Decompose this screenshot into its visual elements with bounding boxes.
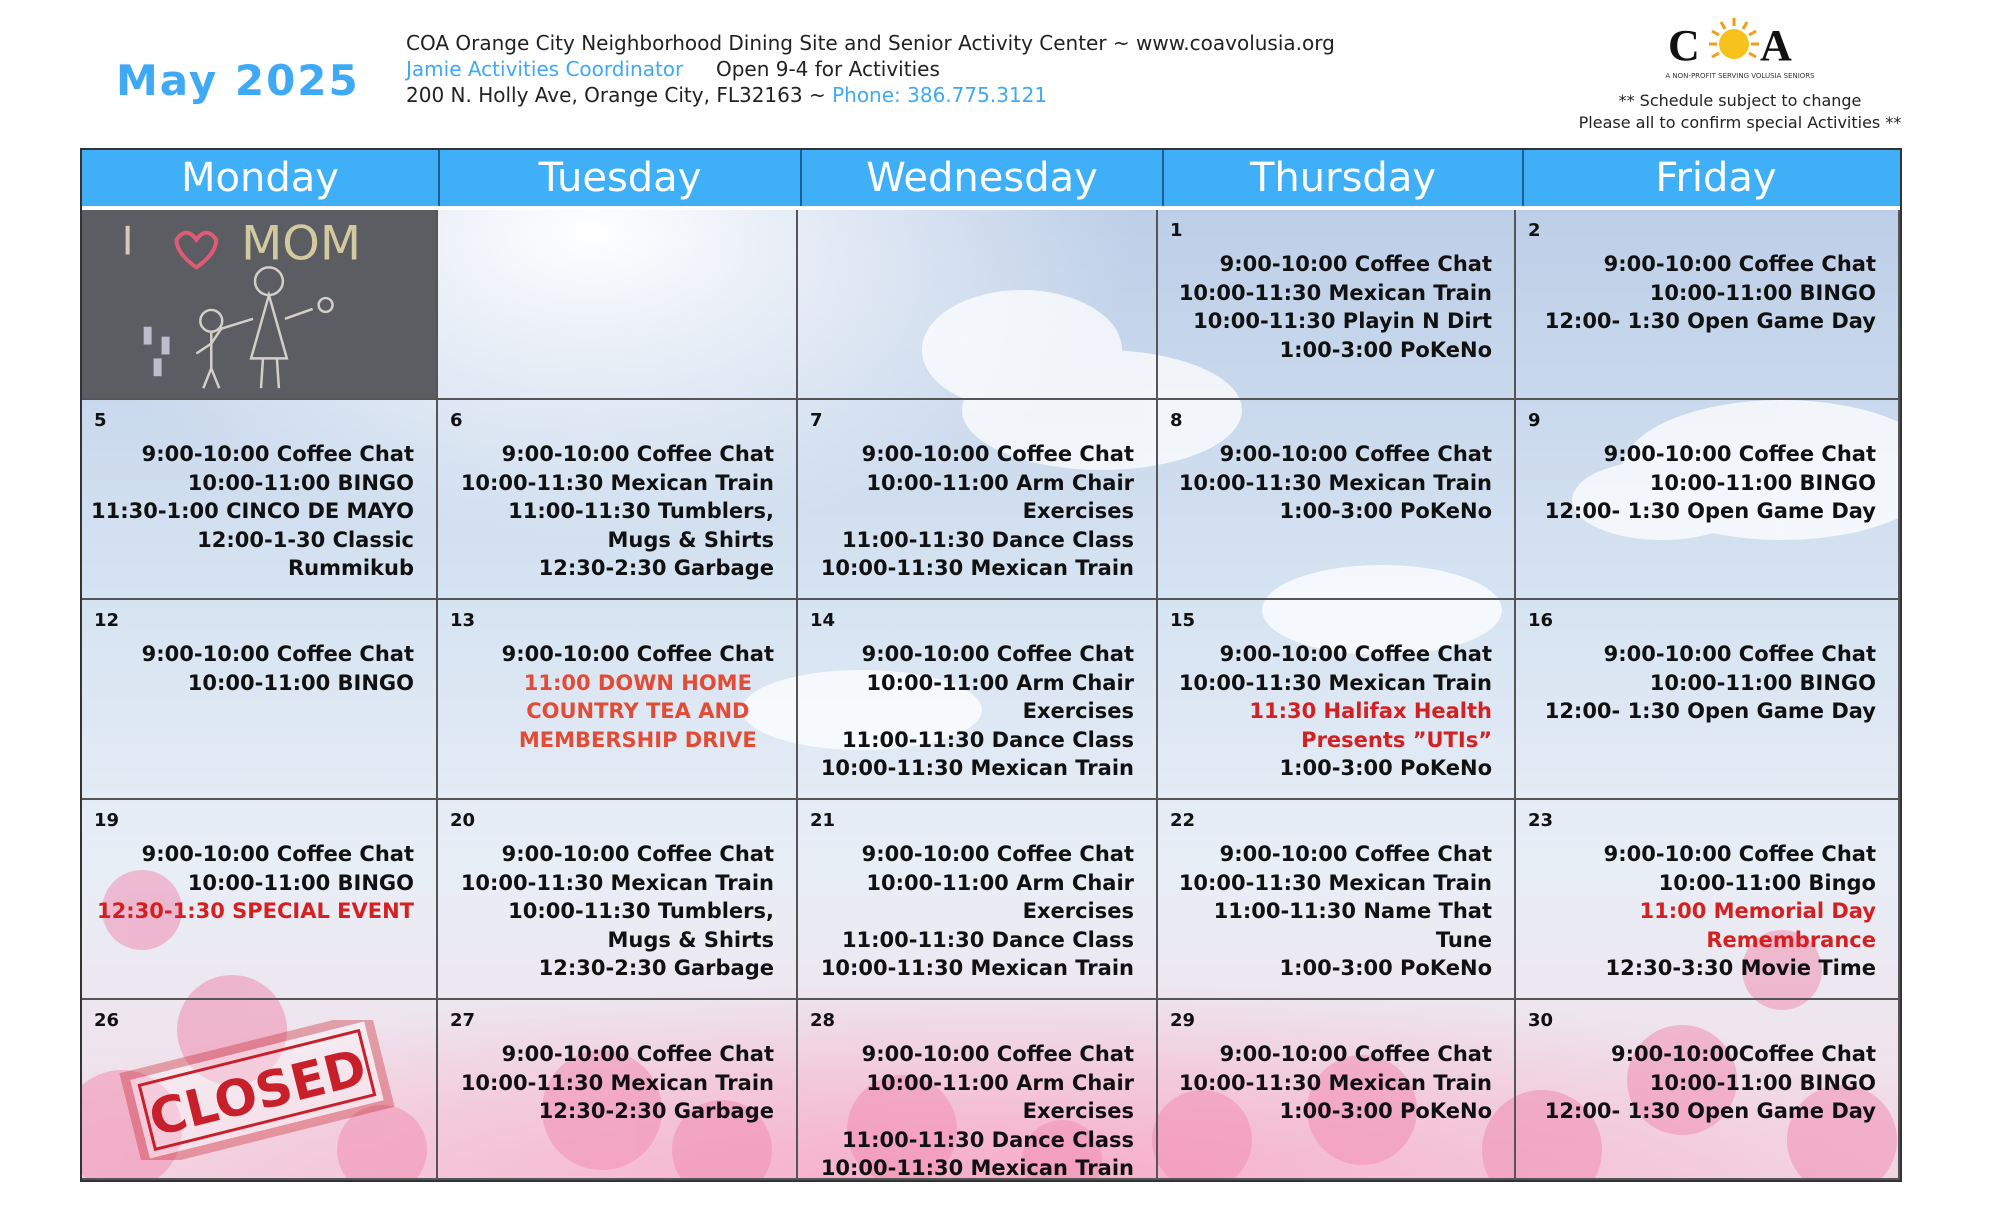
event-item: 9:00-10:00 Coffee Chat [861, 842, 1134, 866]
day-cell [438, 1000, 798, 1180]
day-cell [1158, 400, 1516, 600]
event-item: 11:00-11:30 Tumblers, [508, 499, 774, 523]
month-title: May 2025 [116, 56, 360, 105]
closed-stamp [112, 1020, 402, 1160]
event-list [798, 440, 1134, 583]
header-tuesday: Tuesday [440, 150, 802, 206]
event-item: 10:00-11:00 Arm Chair Exercises [866, 470, 1134, 523]
event-list [461, 440, 774, 583]
day-cell [82, 1000, 438, 1180]
event-item: 9:00-10:00 Coffee Chat [861, 642, 1134, 666]
event-list [142, 640, 414, 697]
event-item: 12:00- 1:30 Open Game Day [1544, 499, 1876, 523]
day-cell [1158, 210, 1516, 400]
event-list [1604, 840, 1876, 983]
event-item: 10:00-11:00 BINGO [1649, 280, 1876, 305]
coordinator: Jamie Activities Coordinator [406, 57, 684, 81]
event-item: Mugs & Shirts [607, 927, 774, 952]
day-cell [798, 400, 1158, 600]
event-item: 11:30 Halifax Health [1249, 699, 1492, 723]
event-item: 1:00-3:00 PoKeNo [1279, 337, 1492, 362]
day-number: 8 [1170, 410, 1183, 431]
event-item: 12:00- 1:30 Open Game Day [1544, 1099, 1876, 1123]
day-cell [798, 210, 1158, 400]
hours: Open 9-4 for Activities [715, 57, 940, 81]
header-thursday: Thursday [1164, 150, 1524, 206]
event-list [461, 840, 774, 983]
event-item: 10:00-11:00 BINGO [187, 870, 414, 895]
event-item: 9:00-10:00 Coffee Chat [501, 1042, 774, 1066]
event-item: 1:00-3:00 PoKeNo [1279, 956, 1492, 980]
day-number: 6 [450, 410, 463, 431]
day-number: 7 [810, 410, 823, 431]
day-number: 22 [1170, 810, 1196, 831]
day-cell [798, 600, 1158, 800]
event-item: 10:00-11:30 Mexican Train [1178, 870, 1492, 895]
day-number: 20 [450, 810, 476, 831]
day-cell [1516, 1000, 1900, 1180]
event-item: 11:00-11:30 Dance Class [841, 1127, 1134, 1152]
event-item: Presents ”UTIs” [1301, 727, 1492, 752]
event-item: 12:00- 1:30 Open Game Day [1544, 699, 1876, 723]
event-item: 9:00-10:00 Coffee Chat [861, 442, 1134, 466]
event-item: 10:00-11:00 Arm Chair Exercises [866, 1070, 1134, 1123]
day-cell [1516, 400, 1900, 600]
event-item: 12:30-1:30 SPECIAL EVENT [97, 899, 414, 923]
event-item: MEMBERSHIP DRIVE [518, 727, 757, 752]
event-item: 10:00-11:30 Mexican Train [1178, 1070, 1492, 1095]
event-item: 11:00-11:30 Name That Tune [1213, 899, 1492, 952]
event-item: 10:00-11:00 BINGO [1649, 1070, 1876, 1095]
day-cell [1516, 210, 1900, 400]
day-number: 2 [1528, 220, 1541, 241]
weekday-header [82, 150, 1900, 210]
day-cell [438, 600, 798, 800]
event-item: 9:00-10:00 Coffee Chat [1219, 442, 1492, 466]
event-item: 9:00-10:00 Coffee Chat [861, 1042, 1134, 1066]
logo-tagline: A NON-PROFIT SERVING VOLUSIA SENIORS [1665, 72, 1815, 80]
event-list [1179, 1040, 1492, 1126]
event-item: 10:00-11:00 BINGO [187, 670, 414, 695]
day-cell [438, 800, 798, 1000]
event-item: 11:00 Memorial Day [1639, 899, 1876, 923]
event-item: 12:30-3:30 Movie Time [1605, 956, 1876, 980]
header-monday: Monday [82, 150, 440, 206]
event-list [82, 440, 414, 583]
event-item: 10:00-11:00 Arm Chair Exercises [866, 670, 1134, 723]
schedule-notice [1530, 90, 1950, 134]
event-item: 10:00-11:00 BINGO [187, 470, 414, 495]
day-number: 1 [1170, 220, 1183, 241]
event-item: 9:00-10:00 Coffee Chat [1603, 442, 1876, 466]
event-item: 10:00-11:00 Arm Chair Exercises [866, 870, 1134, 923]
event-item: 9:00-10:00 Coffee Chat [501, 842, 774, 866]
event-item: 10:00-11:00 BINGO [1649, 470, 1876, 495]
event-item: 9:00-10:00 Coffee Chat [141, 442, 414, 466]
event-item: 10:00-11:30 Playin N Dirt [1193, 309, 1492, 333]
event-item: 1:00-3:00 PoKeNo [1279, 756, 1492, 780]
event-item: Mugs & Shirts [607, 527, 774, 552]
event-list [1158, 840, 1492, 983]
event-item: 10:00-11:00 BINGO [1649, 670, 1876, 695]
event-item: 10:00-11:30 Mexican Train [820, 1156, 1134, 1180]
header-friday: Friday [1655, 155, 1777, 201]
phone: Phone: 386.775.3121 [832, 83, 1048, 107]
event-item: 9:00-10:00 Coffee Chat [1603, 642, 1876, 666]
day-cell [82, 600, 438, 800]
day-cell [1158, 1000, 1516, 1180]
event-item: 9:00-10:00 Coffee Chat [1219, 252, 1492, 276]
coordinator-line [406, 56, 1335, 82]
event-item: 10:00-11:30 Mexican Train [1178, 280, 1492, 305]
event-item: 12:30-2:30 Garbage [538, 956, 774, 980]
event-item: 12:00- 1:30 Open Game Day [1544, 309, 1876, 333]
coa-logo [1660, 12, 1820, 92]
day-cell [82, 800, 438, 1000]
day-number: 30 [1528, 1010, 1554, 1031]
day-number: 16 [1528, 610, 1554, 631]
svg-text:MOM: MOM [241, 216, 362, 272]
event-item: 10:00-11:30 Mexican Train [820, 756, 1134, 780]
day-cell [438, 210, 798, 400]
day-number: 21 [810, 810, 836, 831]
event-item: 9:00-10:00 Coffee Chat [1219, 842, 1492, 866]
event-item: 10:00-11:30 Mexican Train [460, 870, 774, 895]
day-number: 28 [810, 1010, 836, 1031]
event-item: 9:00-10:00 Coffee Chat [1603, 252, 1876, 276]
event-item: 9:00-10:00 Coffee Chat [501, 442, 774, 466]
day-cell [798, 1000, 1158, 1180]
day-cell [798, 800, 1158, 1000]
event-item: 9:00-10:00 Coffee Chat [501, 642, 774, 666]
day-cell [1158, 600, 1516, 800]
event-item: 11:00 DOWN HOME [523, 670, 752, 695]
notice-line-1: ** Schedule subject to change [1618, 91, 1862, 110]
event-item: COUNTRY TEA AND [526, 699, 750, 723]
event-list [1179, 250, 1492, 364]
event-item: 12:30-2:30 Garbage [538, 1099, 774, 1123]
event-item: 9:00-10:00 Coffee Chat [141, 642, 414, 666]
event-list [1179, 440, 1492, 526]
day-cell [82, 400, 438, 600]
day-cell [1516, 800, 1900, 1000]
day-number: 23 [1528, 810, 1554, 831]
day-number: 9 [1528, 410, 1541, 431]
site-line: COA Orange City Neighborhood Dining Site and Senior Activity Center ~ www.coavolusia.org [406, 31, 1335, 55]
svg-text:A: A [1760, 21, 1792, 70]
event-item: 10:00-11:30 Mexican Train [460, 1070, 774, 1095]
day-number: 29 [1170, 1010, 1196, 1031]
event-list [97, 840, 414, 926]
event-item: 9:00-10:00 Coffee Chat [141, 842, 414, 866]
day-cell [1158, 800, 1516, 1000]
event-item: 9:00-10:00 Coffee Chat [1219, 642, 1492, 666]
event-item: 11:30-1:00 CINCO DE MAYO [90, 499, 414, 523]
chalkboard-image [82, 210, 436, 398]
day-number: 19 [94, 810, 120, 831]
event-list [798, 840, 1134, 983]
event-item: 11:00-11:30 Dance Class [841, 727, 1134, 752]
day-cell [1516, 600, 1900, 800]
event-list [1545, 250, 1876, 336]
day-number: 14 [810, 610, 836, 631]
svg-text:C: C [1668, 21, 1700, 70]
event-item: 1:00-3:00 PoKeNo [1279, 499, 1492, 523]
event-item: 12:00-1-30 Classic Rummikub [197, 527, 414, 580]
event-item: 10:00-11:30 Mexican Train [1178, 470, 1492, 495]
address-line [406, 82, 1335, 108]
event-item: 9:00-10:00Coffee Chat [1610, 1042, 1876, 1066]
event-list [1545, 640, 1876, 726]
event-list [798, 640, 1134, 783]
event-item: 10:00-11:30 Mexican Train [820, 556, 1134, 580]
event-item: 10:00-11:30 Tumblers, [508, 899, 774, 923]
notice-line-2: Please all to confirm special Activities ** [1578, 113, 1902, 132]
day-number: 13 [450, 610, 476, 631]
header-info [406, 30, 1335, 108]
day-number: 27 [450, 1010, 476, 1031]
event-item: 9:00-10:00 Coffee Chat [1603, 842, 1876, 866]
event-item: 11:00-11:30 Dance Class [841, 927, 1134, 952]
closed-stamp-text: CLOSED [143, 1038, 372, 1148]
event-list [461, 1040, 774, 1126]
event-item: 10:00-11:30 Mexican Train [820, 956, 1134, 980]
event-list [502, 640, 774, 754]
day-number: 15 [1170, 610, 1196, 631]
event-list [1179, 640, 1492, 783]
event-item: 12:30-2:30 Garbage [538, 556, 774, 580]
day-number: 5 [94, 410, 107, 431]
day-cell [438, 400, 798, 600]
event-list [1545, 1040, 1876, 1126]
header-wednesday: Wednesday [802, 150, 1164, 206]
event-list [1545, 440, 1876, 526]
calendar [80, 148, 1902, 1182]
event-item: 1:00-3:00 PoKeNo [1279, 1099, 1492, 1123]
event-item: 10:00-11:30 Mexican Train [1178, 670, 1492, 695]
event-item: 9:00-10:00 Coffee Chat [1219, 1042, 1492, 1066]
address: 200 N. Holly Ave, Orange City, FL32163 ~ [406, 83, 833, 107]
event-list [798, 1040, 1134, 1182]
day-number: 12 [94, 610, 120, 631]
event-item: 11:00-11:30 Dance Class [841, 527, 1134, 552]
day-cell [82, 210, 438, 400]
svg-text:I: I [121, 218, 134, 265]
day-number: 26 [94, 1010, 120, 1031]
event-item: 10:00-11:30 Mexican Train [460, 470, 774, 495]
event-item: Remembrance [1706, 927, 1876, 952]
event-item: 10:00-11:00 Bingo [1658, 870, 1876, 895]
